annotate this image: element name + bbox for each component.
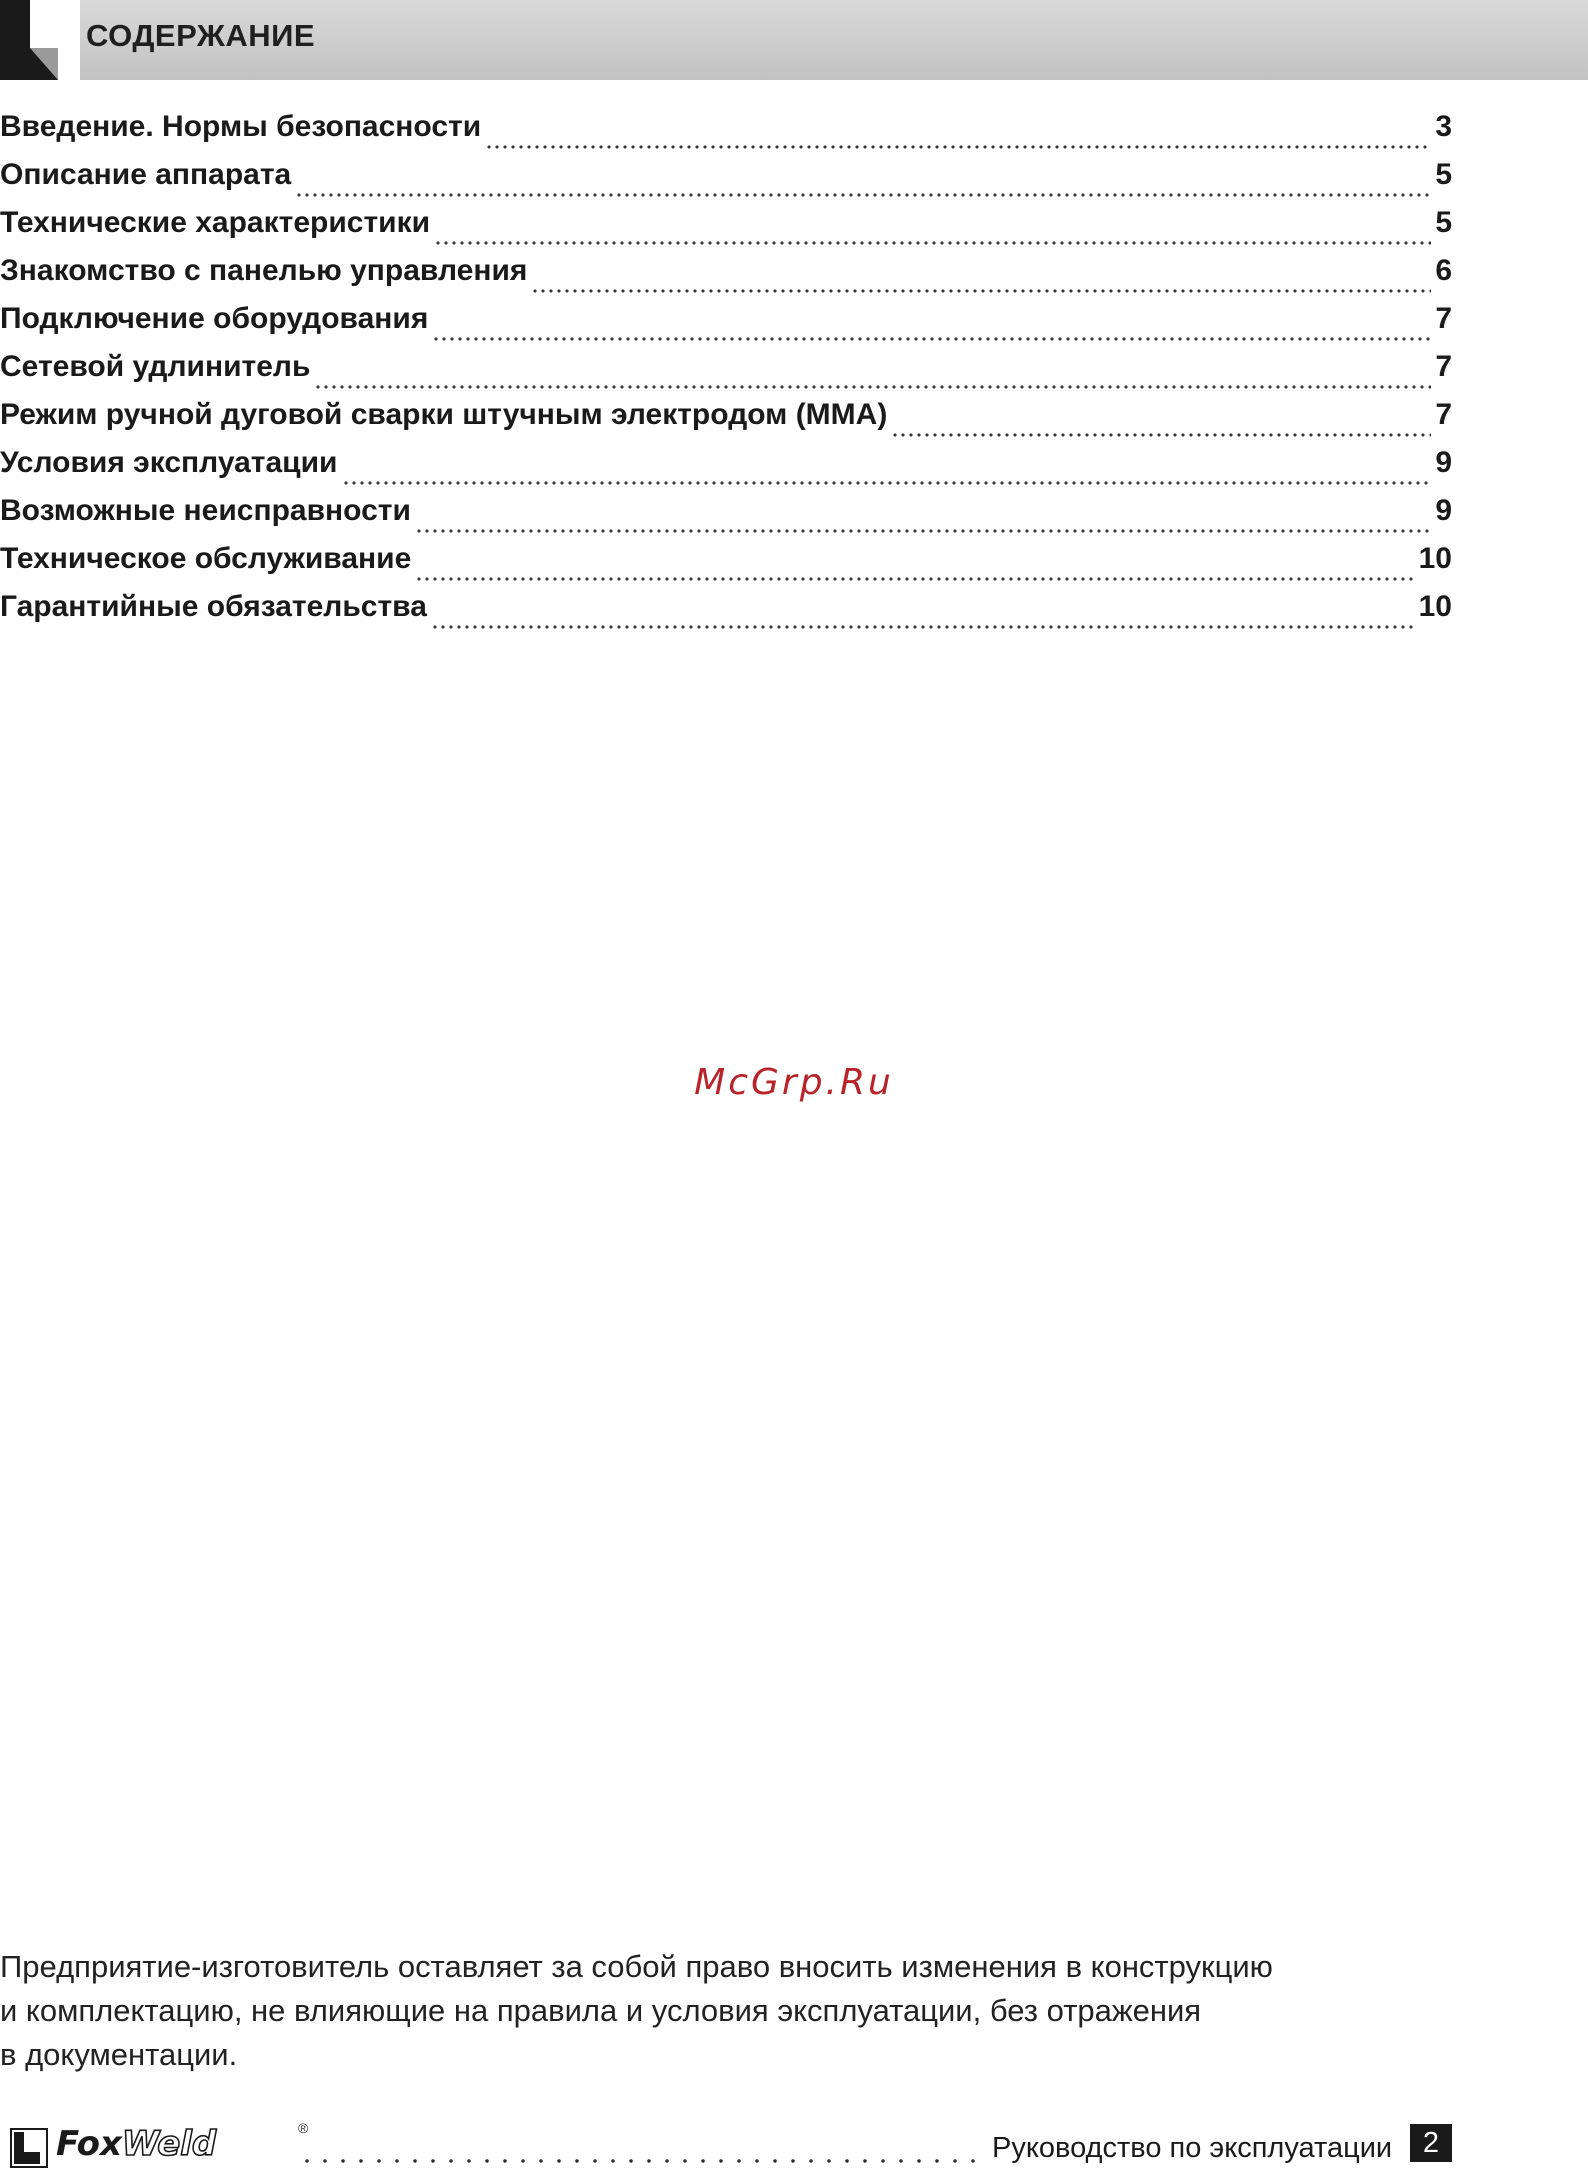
- toc-item-page: 5: [1435, 206, 1452, 239]
- watermark-link[interactable]: McGrp.Ru: [694, 1062, 894, 1103]
- toc-dot-leader: [891, 433, 1431, 437]
- toc-item-title: Описание аппарата: [0, 158, 292, 191]
- toc-item-page: 10: [1418, 590, 1452, 623]
- toc-item-title: Подключение оборудования: [0, 302, 429, 335]
- toc-item-page: 9: [1435, 446, 1452, 479]
- toc-item-title: Сетевой удлинитель: [0, 350, 311, 383]
- section-header-band: [0, 0, 1588, 80]
- toc-item[interactable]: [0, 446, 1452, 494]
- toc-dot-leader: [314, 385, 1431, 389]
- foxweld-logo-icon: [10, 2128, 48, 2168]
- notice-line: и комплектацию, не влияющие на правила и условия эксплуатации, без отражения: [0, 1993, 1202, 2028]
- toc-item[interactable]: [0, 158, 1452, 206]
- toc-item-title: Возможные неисправности: [0, 494, 411, 527]
- toc-item-page: 5: [1435, 158, 1452, 191]
- toc-item-page: 9: [1435, 494, 1452, 527]
- toc-dot-leader: [431, 625, 1415, 629]
- toc-dot-leader: [485, 145, 1431, 149]
- toc-item-title: Технические характеристики: [0, 206, 431, 239]
- toc-dot-leader: [342, 481, 1432, 485]
- toc-item-page: 7: [1435, 350, 1452, 383]
- toc-item-page: 7: [1435, 398, 1452, 431]
- toc-item[interactable]: [0, 254, 1452, 302]
- toc-dot-leader: [415, 529, 1431, 533]
- document-name: Руководство по эксплуатации: [992, 2132, 1393, 2164]
- table-of-contents: [0, 110, 1452, 638]
- toc-dot-leader: [531, 289, 1431, 293]
- toc-item-title: Введение. Нормы безопасности: [0, 110, 482, 143]
- toc-dot-leader: [415, 577, 1414, 581]
- brand-weld-text: Weld: [121, 2124, 217, 2164]
- page-title: СОДЕРЖАНИЕ: [86, 18, 316, 53]
- toc-dot-leader: [434, 241, 1431, 245]
- toc-item[interactable]: [0, 590, 1452, 638]
- toc-item[interactable]: [0, 398, 1452, 446]
- toc-dot-leader: [432, 337, 1431, 341]
- toc-item-page: 10: [1418, 542, 1452, 575]
- brand-logo: [56, 2124, 216, 2164]
- page-number: 2: [1410, 2124, 1452, 2162]
- toc-item-title: Условия эксплуатации: [0, 446, 338, 479]
- toc-item-title: Режим ручной дуговой сварки штучным электродом (MMA): [0, 398, 888, 431]
- toc-item-page: 3: [1435, 110, 1452, 143]
- toc-item[interactable]: [0, 350, 1452, 398]
- brand-fox-text: Fox: [56, 2124, 122, 2164]
- toc-item[interactable]: [0, 494, 1452, 542]
- toc-dot-leader: [295, 193, 1431, 197]
- corner-bracket-icon: [0, 0, 80, 80]
- manufacturer-notice: [0, 1945, 1420, 2077]
- toc-item-title: Знакомство с панелью управления: [0, 254, 528, 287]
- toc-item-title: Техническое обслуживание: [0, 542, 412, 575]
- footer-dot-leader: [298, 2158, 978, 2164]
- notice-line: Предприятие-изготовитель оставляет за собой право вносить изменения в конструкцию: [0, 1949, 1273, 1984]
- toc-item-title: Гарантийные обязательства: [0, 590, 427, 623]
- toc-item[interactable]: [0, 206, 1452, 254]
- notice-line: в документации.: [0, 2037, 238, 2072]
- registered-mark: ®: [298, 2120, 309, 2136]
- toc-item-page: 7: [1435, 302, 1452, 335]
- toc-item[interactable]: [0, 542, 1452, 590]
- toc-item[interactable]: [0, 110, 1452, 158]
- toc-item[interactable]: [0, 302, 1452, 350]
- page-footer: [0, 2120, 1588, 2172]
- toc-item-page: 6: [1435, 254, 1452, 287]
